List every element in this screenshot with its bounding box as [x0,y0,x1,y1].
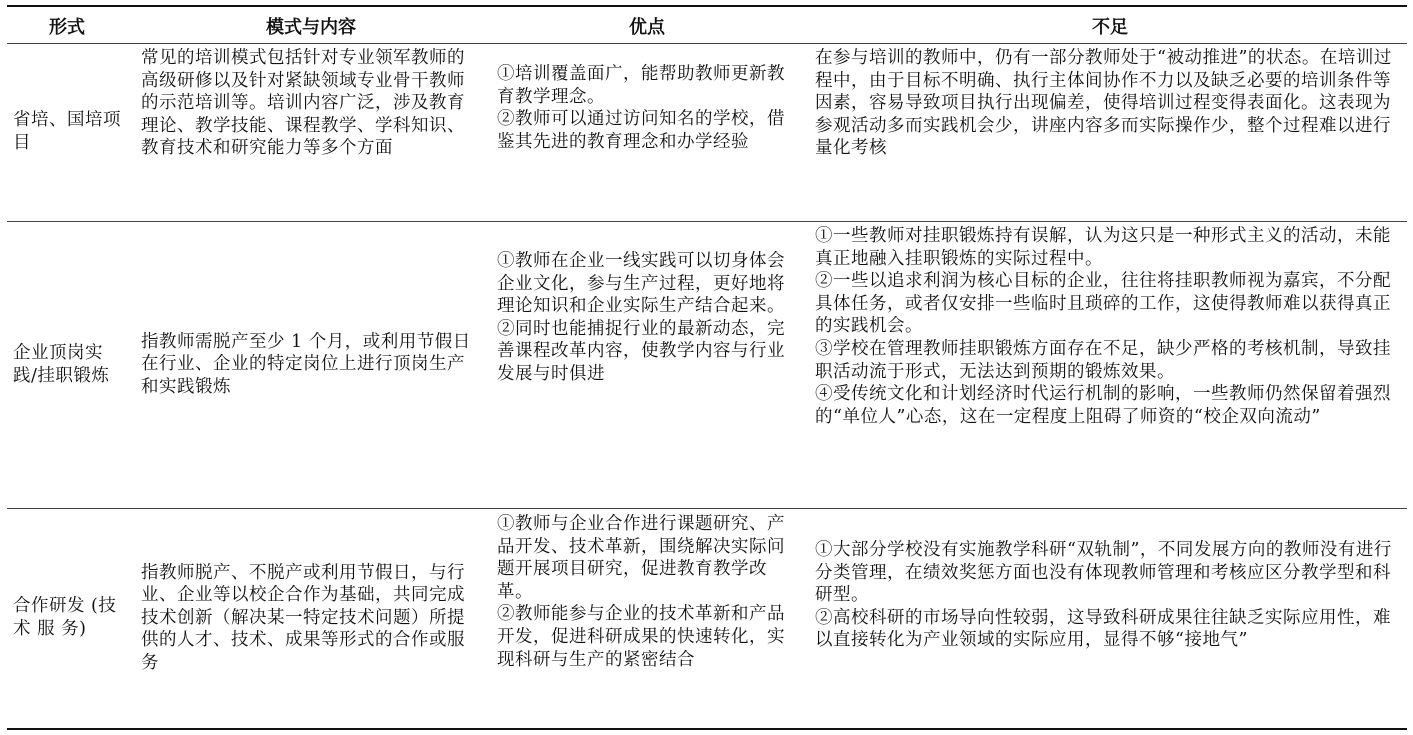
row-1-form: 省培、国培项目 [13,110,121,153]
row-2-shortcoming-2: ②一些以追求利润为核心目标的企业，往往将挂职教师视为嘉宾，不分配具体任务，或者仅安排一些临时且琐碎的工作，这使得教师难以获得真正的实践机会。 [815,271,1391,337]
row-2-shortcomings [815,225,1405,507]
bottom-rule [7,728,1407,730]
top-rule [7,5,1407,7]
row-1-advantage-1: ①培训覆盖面广，能帮助教师更新教育教学理念。 [497,64,785,107]
header-advantages: 优点 [629,17,665,38]
row-3-content: 指教师脱产、不脱产或利用节假日，与行业、企业等以校企合作为基础，共同完成技术创新（解决某一特定技术问题）所提供的人才、技术、成果等形式的合作或服务 [141,562,465,673]
comparison-table [7,5,1407,731]
row-2-advantage-2: ②同时也能捕捉行业的最新动态，完善课程改革内容，使教学内容与行业发展与时俱进 [497,318,785,384]
row-2-form: 企业顶岗实 践/挂职锻炼 [13,342,110,386]
row-3-form-cell [13,509,121,727]
row-1-content: 常见的培训模式包括针对专业领军教师的高级研修以及针对紧缺领域专业骨干教师的示范培训等。培训内容广泛，涉及教育理论、教学技能、课程教学、学科知识、教育技术和研究能力等多个方面 [141,48,465,159]
row-1-shortcomings [815,47,1405,219]
row-2-shortcoming-3: ③学校在管理教师挂职锻炼方面存在不足，缺少严格的考核机制，导致挂职活动流于形式，无法达到预期的锻炼效果。 [815,338,1391,382]
row-3-form: 合作研发 (技 术 服 务) [13,596,117,639]
row-3-shortcoming-2: ②高校科研的市场导向性较弱，这导致科研成果往往缺乏实际应用性，难以直接转化为产业领域的实际应用，显得不够“接地气” [815,607,1391,651]
row-1-shortcoming-1: 在参与培训的教师中，仍有一部分教师处于“被动推进”的状态。在培训过程中，由于目标不明确、执行主体间协作不力以及缺乏必要的培训条件等因素，容易导致项目执行出现偏差，使得培训过程变得表面化。这表现为参观活动多而实践机会少，讲座内容多而实际操作少，整个过程难以进行量化考核 [815,48,1392,159]
row-2-shortcoming-4: ④受传统文化和计划经济时代运行机制的影响，一些教师仍然保留着强烈的“单位人”心态，这在一定程度上阻碍了师资的“校企双向流动” [815,384,1391,427]
row-2-content-cell [141,222,481,507]
row-3-advantage-1: ①教师与企业合作进行课题研究、产品开发、技术革新，围绕解决实际问题开展项目研究，促进教育教学改革。 [497,514,785,602]
row-1-advantage-2: ②教师可以通过访问知名的学校，借鉴其先进的教育理念和办学经验 [497,109,785,152]
header-content: 模式与内容 [266,17,356,38]
row-2-shortcoming-1: ①一些教师对挂职锻炼持有误解，认为这只是一种形式主义的活动，未能真正地融入挂职锻炼的实际过程中。 [815,226,1391,269]
row-2-content: 指教师需脱产至少 1 个月，或利用节假日在行业、企业的特定岗位上进行顶岗生产和实践锻炼 [141,331,471,397]
header-form: 形式 [49,17,85,38]
header-shortcomings: 不足 [1092,17,1128,38]
row-2-advantage-1: ①教师在企业一线实践可以切身体会企业文化，参与生产过程，更好地将理论知识和企业实际生产结合起来。 [497,251,785,317]
header-rule [7,43,1407,44]
row-1-form-cell [13,44,121,220]
row-3-shortcoming-1: ①大部分学校没有实施教学科研“双轨制”，不同发展方向的教师没有进行分类管理，在绩效奖惩方面也没有体现教师管理和考核应区分教学型和科研型。 [815,540,1392,606]
row-2-advantages [497,250,797,500]
row-2-form-cell [13,222,121,507]
row-1-advantages [497,63,797,219]
row-3-shortcomings [815,539,1405,724]
row-3-content-cell [141,509,481,727]
row-3-advantage-2: ②教师能参与企业的技术革新和产品开发，促进科研成果的快速转化，实现科研与生产的紧密结合 [497,604,785,670]
row-3-advantages [497,513,797,727]
